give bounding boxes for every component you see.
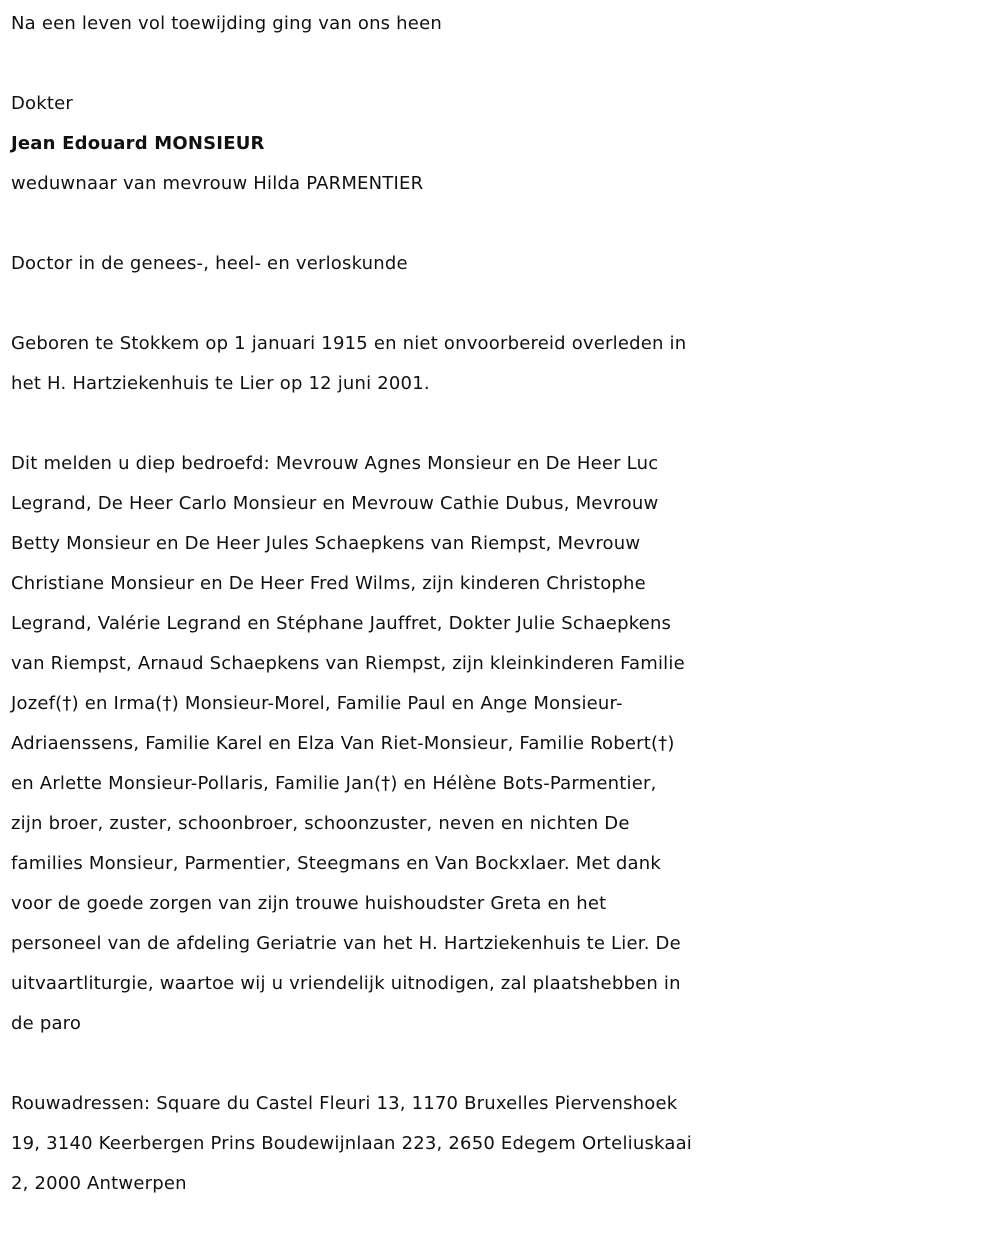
paragraph-line: 2, 2000 Antwerpen bbox=[11, 1173, 187, 1194]
intro-line: Na een leven vol toewijding ging van ons heen bbox=[11, 13, 442, 34]
birth-death-paragraph bbox=[11, 324, 990, 404]
paragraph-line: personeel van de afdeling Geriatrie van het H. Hartziekenhuis te Lier. De bbox=[11, 933, 681, 954]
paragraph-line: Rouwadressen: Square du Castel Fleuri 13, 1170 Bruxelles Piervenshoek bbox=[11, 1093, 678, 1114]
paragraph-line: families Monsieur, Parmentier, Steegmans en Van Bockxlaer. Met dank bbox=[11, 853, 662, 874]
paragraph-line: Adriaenssens, Familie Karel en Elza Van Riet-Monsieur, Familie Robert(†) bbox=[11, 733, 675, 754]
announcement-paragraph bbox=[11, 444, 990, 1044]
spouse-line: weduwnaar van mevrouw Hilda PARMENTIER bbox=[11, 173, 424, 194]
paragraph-line: Christiane Monsieur en De Heer Fred Wilms, zijn kinderen Christophe bbox=[11, 573, 646, 594]
spacer bbox=[11, 404, 990, 444]
paragraph-line: Legrand, Valérie Legrand en Stéphane Jauffret, Dokter Julie Schaepkens bbox=[11, 613, 672, 634]
paragraph-line: uitvaartliturgie, waartoe wij u vriendelijk uitnodigen, zal plaatshebben in bbox=[11, 973, 681, 994]
paragraph-line: zijn broer, zuster, schoonbroer, schoonzuster, neven en nichten De bbox=[11, 813, 630, 834]
deceased-name: Jean Edouard MONSIEUR bbox=[11, 133, 265, 154]
paragraph-line: 19, 3140 Keerbergen Prins Boudewijnlaan 223, 2650 Edegem Orteliuskaai bbox=[11, 1133, 693, 1154]
paragraph-line: Geboren te Stokkem op 1 januari 1915 en niet onvoorbereid overleden in bbox=[11, 333, 687, 354]
paragraph-line: de paro bbox=[11, 1013, 82, 1034]
paragraph-line: voor de goede zorgen van zijn trouwe huishoudster Greta en het bbox=[11, 893, 607, 914]
spacer bbox=[11, 284, 990, 324]
paragraph-line: Jozef(†) en Irma(†) Monsieur-Morel, Familie Paul en Ange Monsieur- bbox=[11, 693, 623, 714]
spacer bbox=[11, 1044, 990, 1084]
paragraph-line: Legrand, De Heer Carlo Monsieur en Mevrouw Cathie Dubus, Mevrouw bbox=[11, 493, 659, 514]
paragraph-line: van Riempst, Arnaud Schaepkens van Riempst, zijn kleinkinderen Familie bbox=[11, 653, 685, 674]
title-prefix: Dokter bbox=[11, 93, 74, 114]
profession-line: Doctor in de genees-, heel- en verloskunde bbox=[11, 253, 408, 274]
spacer bbox=[11, 204, 990, 244]
paragraph-line: het H. Hartziekenhuis te Lier op 12 juni 2001. bbox=[11, 373, 430, 394]
paragraph-line: Dit melden u diep bedroefd: Mevrouw Agnes Monsieur en De Heer Luc bbox=[11, 453, 659, 474]
paragraph-line: Betty Monsieur en De Heer Jules Schaepkens van Riempst, Mevrouw bbox=[11, 533, 641, 554]
paragraph-line: en Arlette Monsieur-Pollaris, Familie Jan(†) en Hélène Bots-Parmentier, bbox=[11, 773, 657, 794]
spacer bbox=[11, 44, 990, 84]
addresses-paragraph bbox=[11, 1084, 990, 1204]
obituary-document bbox=[0, 4, 1000, 1241]
